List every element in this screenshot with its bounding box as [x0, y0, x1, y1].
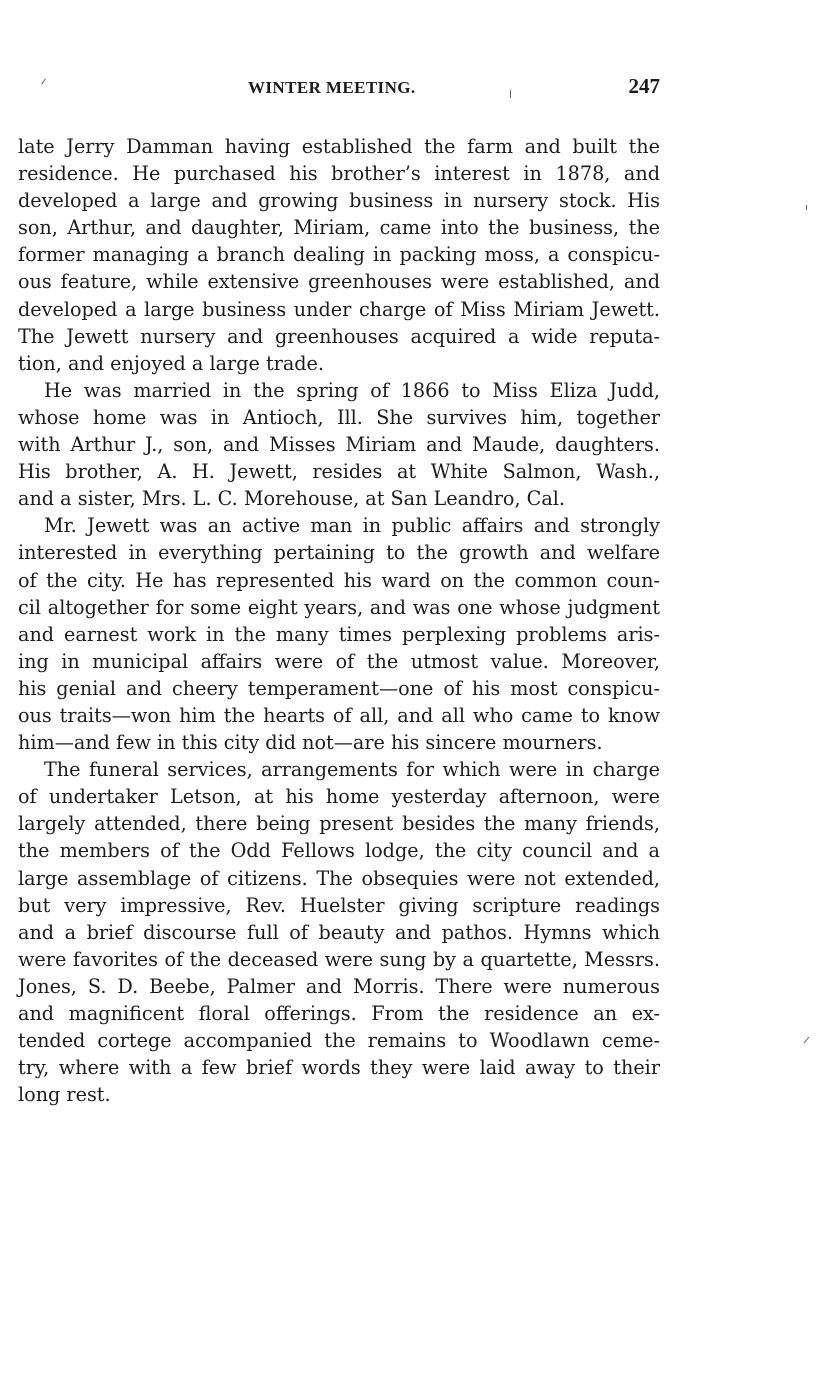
text-line: developed a large and growing business in nursery stock. His: [18, 189, 660, 213]
text-line: and magnificent floral offerings. From the residence an ex-: [18, 1002, 660, 1025]
text-line: ous traits—won him the hearts of all, and all who came to know: [18, 703, 660, 727]
scan-speck: [510, 90, 511, 98]
running-head: WINTER MEETING.: [248, 78, 416, 97]
text-line: son, Arthur, and daughter, Miriam, came into the business, the: [18, 216, 660, 240]
text-line: ous feature, while extensive greenhouses were established, and: [18, 270, 660, 294]
text-line: The Jewett nursery and greenhouses acquired a wide reputa-: [18, 324, 660, 348]
paragraph: [18, 512, 660, 756]
text-line: former managing a branch dealing in packing moss, a conspicu-: [18, 243, 660, 267]
text-line: Jones, S. D. Beebe, Palmer and Morris. There were numerous: [18, 974, 660, 998]
text-line: his genial and cheery temperament—one of his most conspicu-: [18, 676, 660, 700]
text-line: He was married in the spring of 1866 to Miss Eliza Judd,: [44, 378, 660, 402]
body-text: [18, 133, 660, 1108]
text-line: tion, and enjoyed a large trade.: [18, 351, 325, 375]
text-line: developed a large business under charge of Miss Miriam Jewett.: [18, 297, 660, 321]
text-line: and a brief discourse full of beauty and pathos. Hymns which: [18, 920, 660, 944]
text-line: and a sister, Mrs. L. C. Morehouse, at San Leandro, Cal.: [18, 487, 566, 511]
text-line: late Jerry Damman having established the farm and built the: [18, 135, 660, 158]
scan-speck: [804, 1037, 810, 1044]
text-line: residence. He purchased his brother’s interest in 1878, and: [18, 162, 660, 186]
text-line: Mr. Jewett was an active man in public affairs and strongly: [44, 514, 660, 538]
text-line: interested in everything pertaining to the growth and welfare: [18, 541, 660, 565]
text-line: were favorites of the deceased were sung by a quartette, Messrs.: [18, 947, 660, 971]
text-line: and earnest work in the many times perplexing problems aris-: [18, 622, 660, 646]
paragraph: [18, 377, 660, 512]
text-line: ing in municipal affairs were of the utmost value. Moreover,: [18, 649, 660, 673]
text-line: large assemblage of citizens. The obsequies were not extended,: [18, 866, 660, 890]
text-line: the members of the Odd Fellows lodge, the city council and a: [18, 839, 660, 863]
text-line: him—and few in this city did not—are his sincere mourners.: [18, 731, 603, 755]
page-header: [18, 74, 660, 108]
text-line: with Arthur J., son, and Misses Miriam and Maude, daughters.: [18, 433, 660, 457]
text-line: His brother, A. H. Jewett, resides at White Salmon, Wash.,: [18, 460, 660, 484]
text-line: cil altogether for some eight years, and was one whose judgment: [18, 595, 660, 619]
paragraph: [18, 133, 660, 377]
text-line: of undertaker Letson, at his home yesterday afternoon, were: [18, 785, 660, 809]
paragraph: [18, 756, 660, 1108]
text-line: The funeral services, arrangements for which were in charge: [44, 758, 660, 782]
text-line: try, where with a few brief words they were laid away to their: [18, 1056, 660, 1080]
text-line: of the city. He has represented his ward on the common coun-: [18, 568, 660, 592]
text-line: tended cortege accompanied the remains to Woodlawn ceme-: [18, 1029, 660, 1053]
text-line: largely attended, there being present besides the many friends,: [18, 812, 660, 836]
text-line: long rest.: [18, 1083, 111, 1107]
page-number: 247: [628, 74, 660, 98]
scan-speck: [806, 205, 807, 210]
text-line: but very impressive, Rev. Huelster giving scripture readings: [18, 893, 660, 917]
text-line: whose home was in Antioch, Ill. She survives him, together: [18, 405, 660, 429]
